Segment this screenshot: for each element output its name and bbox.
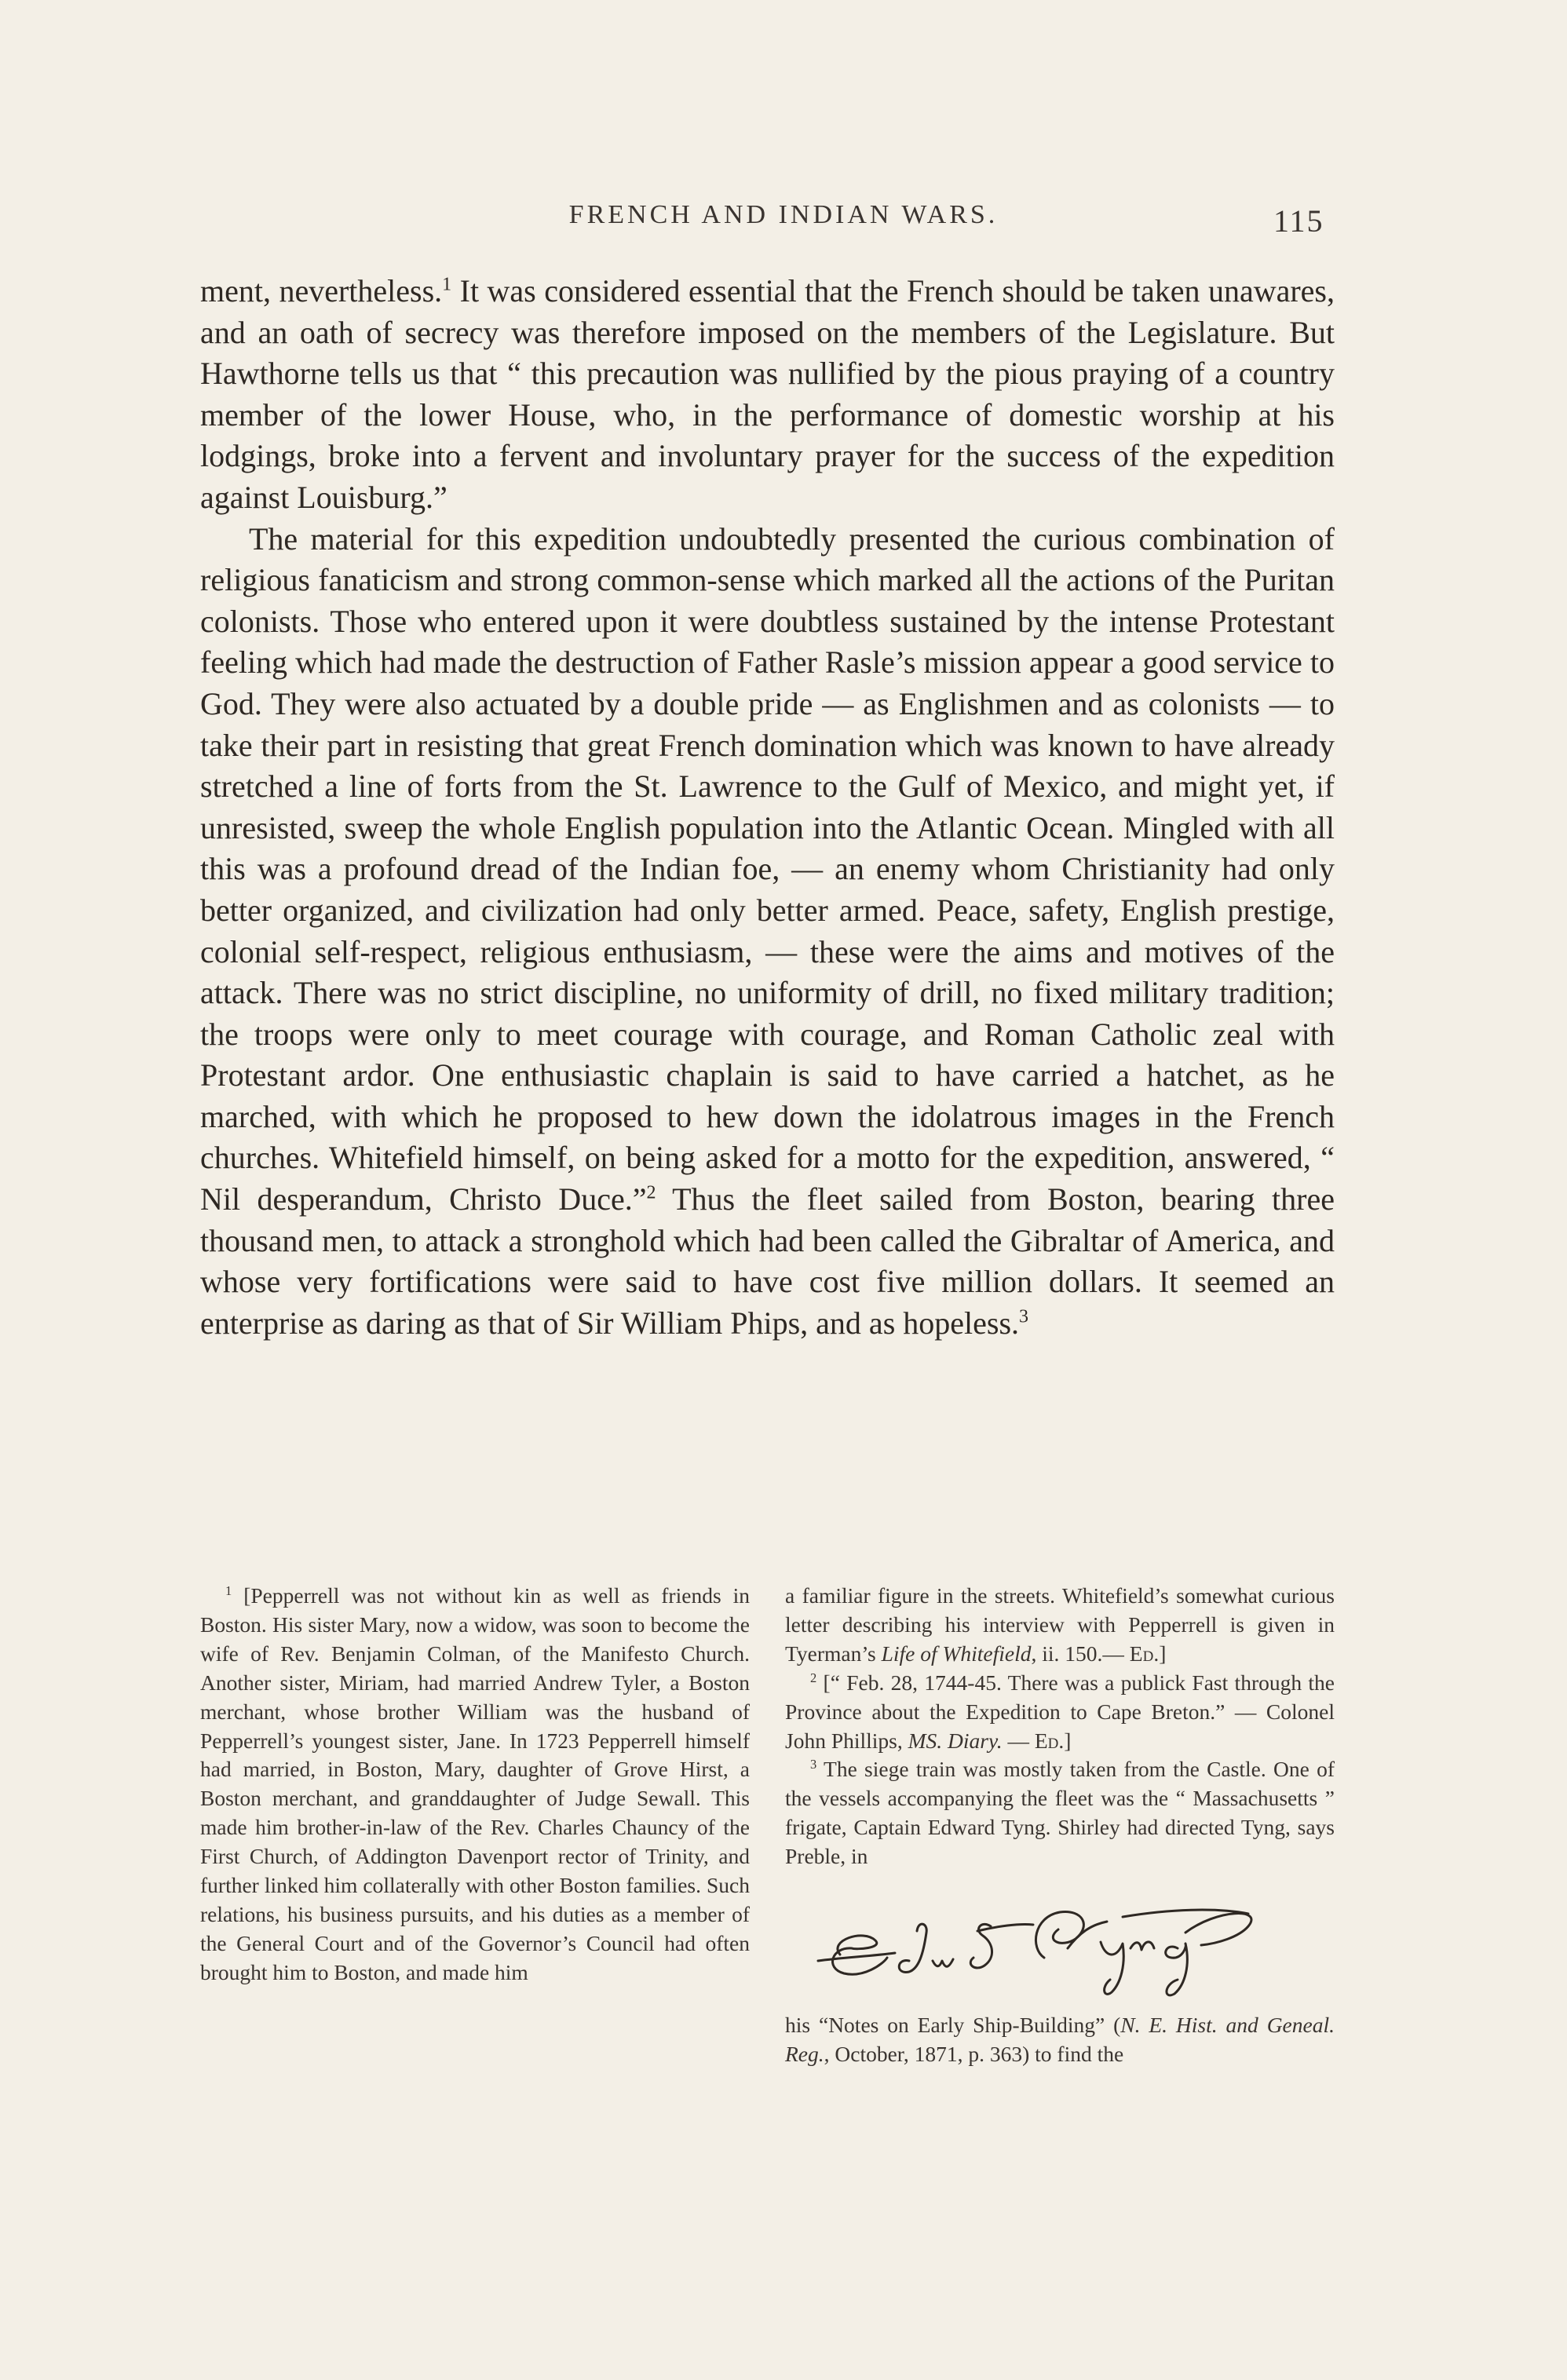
paragraph-2 (200, 519, 1335, 1345)
signature-text: Edw Tyng (809, 2002, 813, 2003)
footnotes (200, 1582, 1335, 2069)
footnote-ref-1: 1 (442, 274, 452, 295)
footnote-1 (200, 1582, 750, 1988)
footnote-2-marker: 2 (810, 1670, 817, 1685)
footnote-3 (785, 1755, 1335, 1871)
paragraph-2-text: The material for this expedition undoubtedly presented the curious combination of religious fanaticism and strong common-sense which marked all the actions of the Puritan colonists. Those who entered upon it were doubtless sustained by the intense Protestant feeling which had made the destruction of Father Rasle’s mission appear a good service to God. They were also actuated by a double pride — as Englishmen and as colonists — to take their part in resisting that great French domination which was known to have already stretched a line of forts from the St. Lawrence to the Gulf of Mexico, and might yet, if unresisted, sweep the whole English population into the Atlantic Ocean. Mingled with all this was a profound dread of the Indian foe, — an enemy whom Christianity had only better organized, and civilization had only better armed. Peace, safety, English prestige, colonial self-respect, religious enthusiasm, — these were the aims and motives of the attack. There was no strict discipline, no uniformity of drill, no fixed military tradition; the troops were only to meet courage with courage, and Roman Catholic zeal with Protestant ardor. One enthusiastic chaplain is said to have carried a hatchet, as he marched, with which he proposed to hew down the idolatrous images in the French churches. Whitefield himself, on being asked for a motto for the expedition, answered, “ Nil desperandum, Christo Duce.” (200, 520, 1335, 1217)
footnote-1-text: [Pepperrell was not without kin as well as friends in Boston. His sister Mary, now a widow, was soon to become the wife of Rev. Benjamin Colman, of the Manifesto Church. Another sister, Miriam, had married Andrew Tyler, a Boston merchant, whose brother William was the husband of Pepperrell’s youngest sister, Jane. In 1723 Pepperrell himself had married, in Boston, Mary, daughter of Grove Hirst, a Boston merchant, and granddaughter of Judge Sewall. This made him brother-in-law of the Rev. Charles Chauncy of the First Church, of Addington Davenport rector of Trinity, and further linked him collaterally with other Boston families. Such relations, his business pursuits, and his duties as a member of the General Court and of the Governor’s Council had often brought him to Boston, and made him (200, 1583, 750, 1984)
main-text (200, 271, 1335, 1344)
paragraph-2-text-cont: Thus the fleet sailed from Boston, bearing three thousand men, to attack a stronghold which had been called the Gibraltar of America, and whose very fortifications were said to have cost five million dollars. It seemed an enterprise as daring as that of Sir William Phips, and as hopeless. (200, 1181, 1335, 1341)
running-head: FRENCH AND INDIAN WARS. (568, 200, 999, 229)
footnote-1-editor: Ed. (1129, 1641, 1160, 1666)
footnote-1-continued (785, 1582, 1335, 1669)
footnote-ref-3: 3 (1019, 1306, 1029, 1327)
paragraph-1-text: ment, nevertheless. (200, 273, 443, 308)
paragraph-1 (200, 271, 1335, 519)
footnote-3-marker: 3 (810, 1757, 817, 1772)
footnote-2-sep: — (1002, 1728, 1035, 1753)
footnote-3-text: The siege train was mostly taken from the Castle. One of the vessels accompanying the fleet was the “ Massachusetts ” frigate, Captain Edward Tyng. Shirley had directed Tyng, says Preble, in (785, 1757, 1335, 1869)
footnote-1-end: , ii. 150.— (1031, 1641, 1130, 1666)
footnote-1-cont-text: a familiar figure in the streets. Whitefield’s somewhat curious letter describing his interview with Pepperrell is given in Tyerman’s (785, 1583, 1335, 1666)
footnote-3-end: , October, 1871, p. 363) to find the (824, 2041, 1124, 2066)
footnote-1-marker: 1 (225, 1582, 232, 1598)
footnote-3-cont-text: his “Notes on Early Ship-Building” ( (785, 2013, 1121, 2038)
signature-edward-tyng (809, 1885, 1311, 2003)
footnote-2-source: MS. Diary. (908, 1728, 1003, 1753)
paragraph-1-text-cont: It was considered essential that the French should be taken unawares, and an oath of secrecy was therefore imposed on the members of the Legislature. But Hawthorne tells us that “ this precaution was nullified by the pious praying of a country member of the lower House, who, in the performance of domestic worship at his lodgings, broke into a fervent and involuntary prayer for the success of the expedition against Louisburg.” (200, 273, 1335, 515)
footnote-2-close: ] (1064, 1728, 1072, 1753)
page-number: 115 (1273, 203, 1324, 239)
footnote-ref-2: 2 (646, 1182, 656, 1203)
footnote-2 (785, 1669, 1335, 1756)
footnote-3-continued (785, 2011, 1335, 2069)
footnote-3-journal: N. E. Hist. and Geneal. Reg. (785, 2013, 1335, 2066)
footnote-2-text: [“ Feb. 28, 1744-45. There was a publick Fast through the Province about the Expedition to Cape Breton.” — Colonel John Phillips, (785, 1670, 1335, 1753)
footnote-column-right (785, 1582, 1335, 2069)
footnote-1-close: ] (1159, 1641, 1167, 1666)
footnote-2-editor: Ed. (1034, 1728, 1065, 1753)
footnote-1-book-title: Life of Whitefield (881, 1641, 1032, 1666)
footnote-column-left (200, 1582, 750, 2069)
